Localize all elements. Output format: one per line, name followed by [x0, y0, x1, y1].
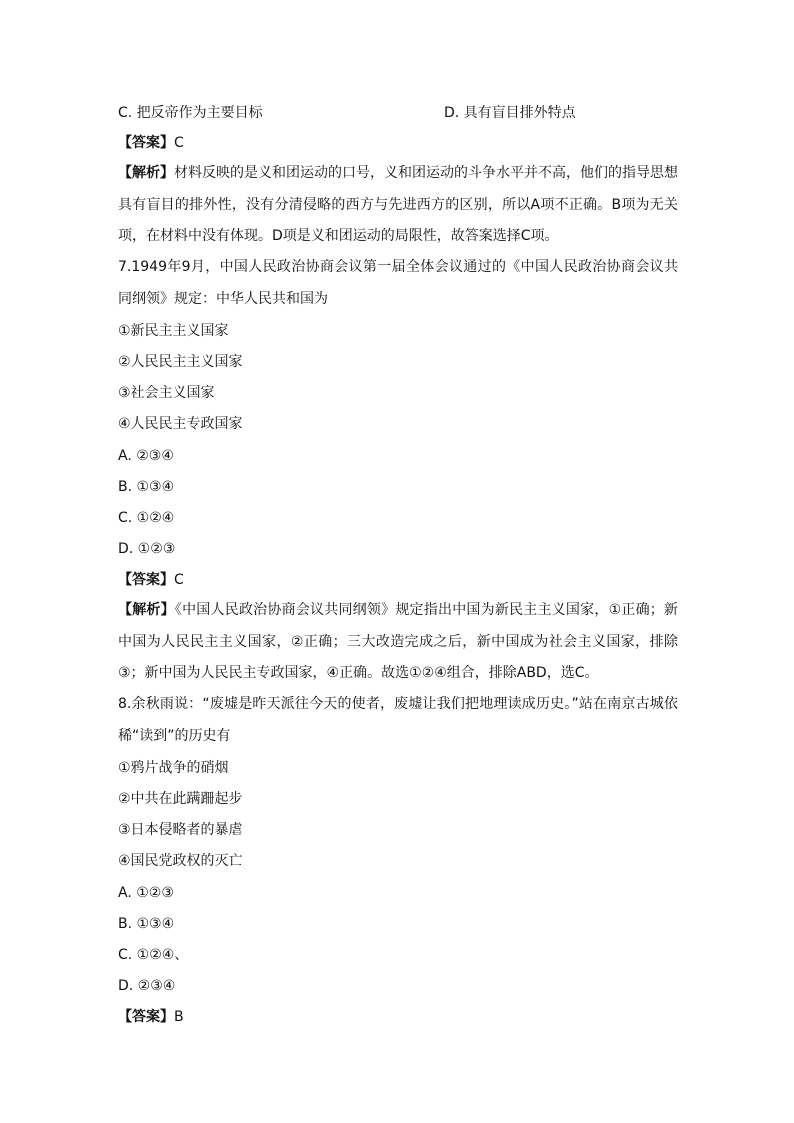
q7-analysis — [118, 595, 678, 690]
q8-answer-value: B — [174, 1009, 184, 1025]
q8-option-b: B. ①③④ — [118, 916, 175, 932]
q7-item-3: ③社会主义国家 — [118, 385, 215, 401]
q7-option-a: A. ②③④ — [118, 448, 174, 464]
q8-option-c: C. ①②④、 — [118, 947, 189, 963]
q8-item-4: ④国民党政权的灭亡 — [118, 853, 243, 869]
q7-option-d: D. ①②③ — [118, 541, 176, 557]
q7-answer-tag: 【答案】 — [118, 572, 174, 588]
q8-item-3: ③日本侵略者的暴虐 — [118, 822, 243, 838]
q7-item-2: ②人民民主主义国家 — [118, 354, 243, 370]
q8-option-d: D. ②③④ — [118, 978, 176, 994]
q8-answer — [118, 1007, 184, 1027]
q6-analysis — [118, 158, 678, 253]
q7-answer-value: C — [174, 572, 184, 588]
q7-analysis-tag: 【解析】 — [118, 602, 175, 618]
q8-item-1: ①鸦片战争的硝烟 — [118, 760, 229, 776]
q7-answer — [118, 570, 184, 590]
q7-item-4: ④人民民主专政国家 — [118, 416, 243, 432]
q6-option-d: D. 具有盲目排外特点 — [444, 105, 576, 121]
q7-stem: 7.1949年9月，中国人民政治协商会议第一届全体会议通过的《中国人民政治协商会议共同纲领》规定：中华人民共和国为 — [118, 259, 678, 307]
q7-option-c: C. ①②④ — [118, 510, 175, 526]
q8-option-a: A. ①②③ — [118, 885, 174, 901]
q6-answer-value: C — [174, 135, 184, 151]
q8-stem: 8.余秋雨说：“废墟是昨天派往今天的使者，废墟让我们把地理读成历史。”站在南京古城依稀“读到”的历史有 — [118, 696, 678, 744]
q6-answer — [118, 133, 184, 153]
q8-answer-tag: 【答案】 — [118, 1009, 174, 1025]
q6-analysis-tag: 【解析】 — [118, 165, 174, 181]
q7-option-b: B. ①③④ — [118, 479, 175, 495]
q7-analysis-text: 《中国人民政治协商会议共同纲领》规定指出中国为新民主主义国家，①正确；新中国为人民民主主义国家，②正确；三大改造完成之后，新中国成为社会主义国家，排除③；新中国为人民民主专政国家，④正确。故选①②④组合，排除ABD，选C。 — [118, 602, 678, 681]
q8-item-2: ②中共在此蹒跚起步 — [118, 791, 243, 807]
q6-answer-tag: 【答案】 — [118, 135, 174, 151]
q7-item-1: ①新民主主义国家 — [118, 323, 229, 339]
q6-analysis-text: 材料反映的是义和团运动的口号，义和团运动的斗争水平并不高，他们的指导思想具有盲目的排外性，没有分清侵略的西方与先进西方的区别，所以A项不正确。B项为无关项，在材料中没有体现。D项是义和团运动的局限性，故答案选择C项。 — [118, 165, 678, 244]
q6-option-c: C. 把反帝作为主要目标 — [118, 105, 263, 121]
